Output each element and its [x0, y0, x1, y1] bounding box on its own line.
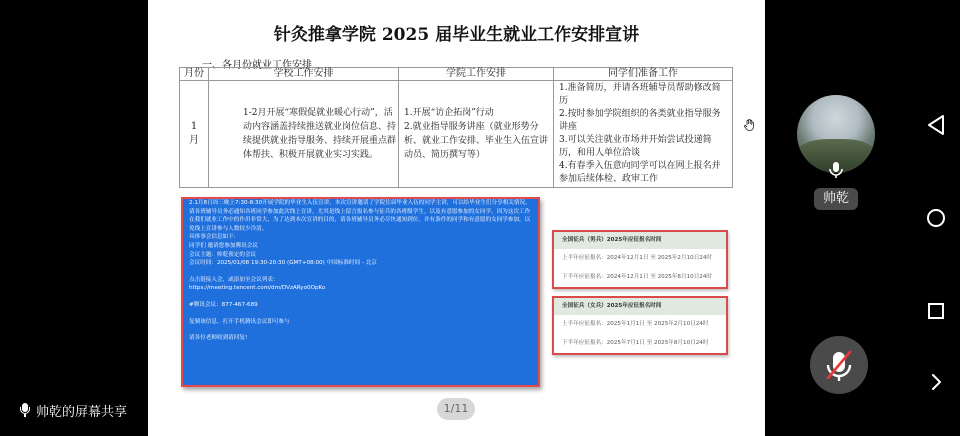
header-students: 同学们准备工作 [554, 68, 733, 81]
header-school: 学校工作安排 [209, 68, 399, 81]
mic-muted-icon [810, 336, 868, 394]
mic-icon [20, 403, 30, 417]
share-label-text: 帅乾的屏幕共享 [36, 404, 128, 420]
participant-name: 帅乾 [814, 188, 858, 210]
chat-paragraph: 点击链接入会，或添加至会议列表： https://meeting.tencent.com/dm/DVzARyo0OpKo [189, 276, 326, 292]
table-header-row [180, 68, 733, 81]
work-plan-table [179, 67, 733, 188]
header-month: 月份 [180, 68, 209, 81]
cell-month: 1 月 [180, 81, 209, 188]
system-navigation-bar [912, 0, 960, 436]
card-row: 下半年应征报名：2025年7月1日 至 2025年8月10日24时 [562, 340, 709, 346]
chat-paragraph: 2.1月8日周三晚上7:30-8:30开展学院的毕业生入伍宣讲，本次宣讲邀请了学院往届毕业入伍的同学主讲，可以给毕业生们分享相关情况。请各班辅导员务必通知各班同学参加此次线上宣讲，尤其是线上留言报名参与征兵的各班级学生，以及有意愿参加的女同学。因为这次工作在我们就业工作中的作用非常大，为了达到本次宣讲的目的，请各班辅导员务必尽快通知到位，并有条件的同学和有意愿的女同学参加，以免线上宣讲参与人数较少冷清。 具体事会信息如下: 同学们 邀请您参加腾讯会议 会议主题：帅乾预定的会议 会议时间：2025/01/08 19:30-20:30 (GMT+08:00) 中国标准时间 - 北京 [189, 200, 531, 267]
section-title: 一、各月份就业工作安排 [202, 60, 312, 71]
chat-paragraph: #腾讯会议：877-467-689 [189, 301, 258, 308]
mute-toggle-button[interactable] [810, 336, 868, 394]
shared-document [148, 0, 765, 436]
mic-icon [827, 161, 845, 179]
card-row: 上半年应征报名：2024年12月1日 至 2025年2月10日24时 [562, 255, 712, 261]
header-college: 学院工作安排 [399, 68, 554, 81]
chat-paragraph: 复制该信息，打开手机腾讯会议即可参与 [189, 318, 290, 325]
card-title: 全国征兵（男兵）2025年应征报名时间 [554, 232, 726, 249]
screen-share-label [0, 400, 127, 420]
nav-back-icon[interactable] [912, 105, 960, 145]
recruitment-card-male [552, 230, 728, 289]
recruitment-card-female [552, 296, 728, 355]
cell-college: 1.开展“访企拓岗”行动 2.就业指导服务讲座（就业形势分析、就业工作安排、毕业生入伍宣讲动员、简历撰写等） [399, 81, 554, 188]
cell-students: 1.准备简历，并请各班辅导员帮助修改简历 2.按时参加学院组织的各类就业指导服务讲座 3.可以关注就业市场并开始尝试投递简历，和用人单位洽谈 4.有春季入伍意向同学可以在网上报名并参加后续体检、政审工作 [554, 81, 733, 188]
card-title: 全国征兵（女兵）2025年应征报名时间 [554, 298, 726, 315]
table-row [180, 81, 733, 188]
document-title: 针灸推拿学院 2025 届毕业生就业工作安排宣讲 [273, 25, 640, 45]
chevron-right-icon[interactable] [912, 362, 960, 402]
nav-home-icon[interactable] [912, 198, 960, 238]
nav-recents-icon[interactable] [912, 291, 960, 331]
page-indicator: 1/11 [437, 398, 475, 420]
card-row: 下半年应征报名：2024年12月1日 至 2025年8月10日24时 [562, 274, 712, 280]
chat-paragraph: 请各位老师收到请回复! [189, 335, 248, 342]
hand-cursor-icon [743, 119, 755, 131]
cell-school: 1-2月开展“寒假促就业暖心行动”，活动内容涵盖持续推送就业岗位信息、持续提供就业指导服务、持续开展重点群体帮扶、积极开展就业实习实践。 [209, 81, 399, 188]
card-row: 上半年应征报名：2025年1月1日 至 2025年2月10日24时 [562, 321, 709, 327]
chat-message-screenshot [181, 197, 540, 387]
